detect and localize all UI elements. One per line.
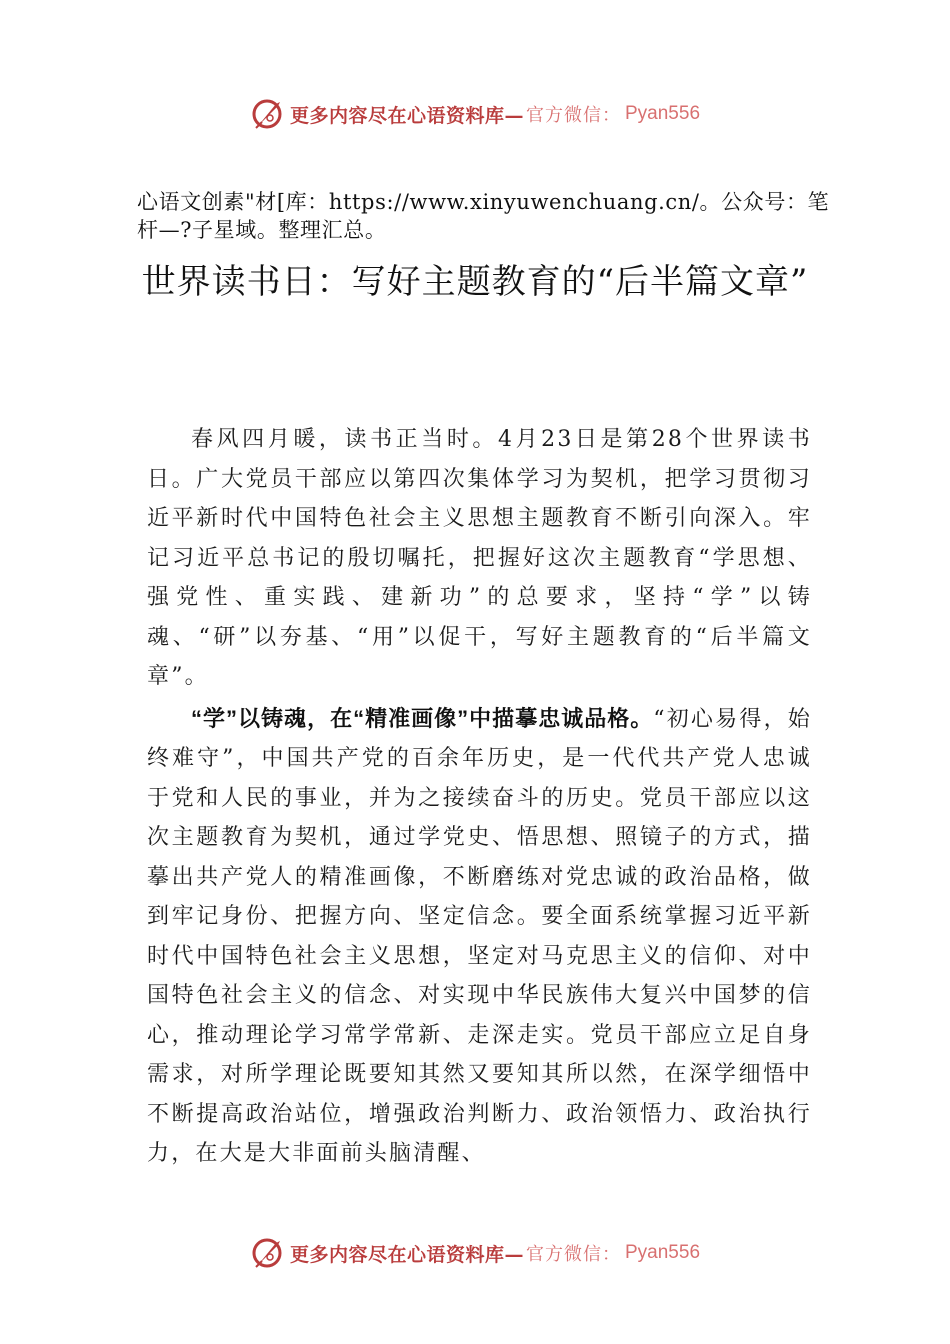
source-note: 心语文创素"材[库：https://www.xinyuwenchuang.cn/。公众号：笔杆—?子星域。整理汇总。 [137, 190, 830, 242]
watermark-wechat-label: 官方微信： [526, 1244, 621, 1265]
page-title: 世界读书日：写好主题教育的“后半篇文章” [141, 262, 809, 302]
watermark-account: Pyan556 [625, 1242, 701, 1263]
watermark-text: 更多内容尽在心语资料库— [289, 1243, 524, 1266]
footer-watermark [0, 1233, 950, 1273]
watermark-text: 更多内容尽在心语资料库— [289, 104, 524, 127]
header-watermark [0, 94, 950, 134]
paragraph-intro [147, 420, 812, 697]
quill-pen-logo-icon [250, 1235, 286, 1271]
paragraph-intro-text: 春风四月暖，读书正当时。4月23日是第28个世界读书日。广大党员干部应以第四次集体学习为契机，把学习贯彻习近平新时代中国特色社会主义思想主题教育不断引向深入。牢记习近平总书记的殷切嘱托，把握好这次主题教育“学思想、强党性、重实践、建新功”的总要求，坚持“学”以铸魂、“研”以夯基、“用”以促干，写好主题教育的“后半篇文章”。 [147, 427, 812, 689]
watermark-account: Pyan556 [625, 103, 701, 124]
article-body [147, 420, 812, 1174]
section-heading: “学”以铸魂，在“精准画像”中描摹忠诚品格。 [191, 705, 654, 731]
paragraph-section-1 [147, 699, 812, 1174]
paragraph-section-1-text: “初心易得，始终难守”，中国共产党的百余年历史，是一代代共产党人忠诚于党和人民的事业，并为之接续奋斗的历史。党员干部应以这次主题教育为契机，通过学党史、悟思想、照镜子的方式，描摹出共产党人的精准画像，不断磨练对党忠诚的政治品格，做到牢记身份、把握方向、坚定信念。要全面系统掌握习近平新时代中国特色社会主义思想，坚定对马克思主义的信仰、对中国特色社会主义的信念、对实现中华民族伟大复兴中国梦的信心，推动理论学习常学常新、走深走实。党员干部应立足自身需求，对所学理论既要知其然又要知其所以然，在深学细悟中不断提高政治站位，增强政治判断力、政治领悟力、政治执行力，在大是大非面前头脑清醒、 [147, 706, 812, 1166]
watermark-wechat-label: 官方微信： [526, 105, 621, 126]
quill-pen-logo-icon [250, 96, 286, 132]
